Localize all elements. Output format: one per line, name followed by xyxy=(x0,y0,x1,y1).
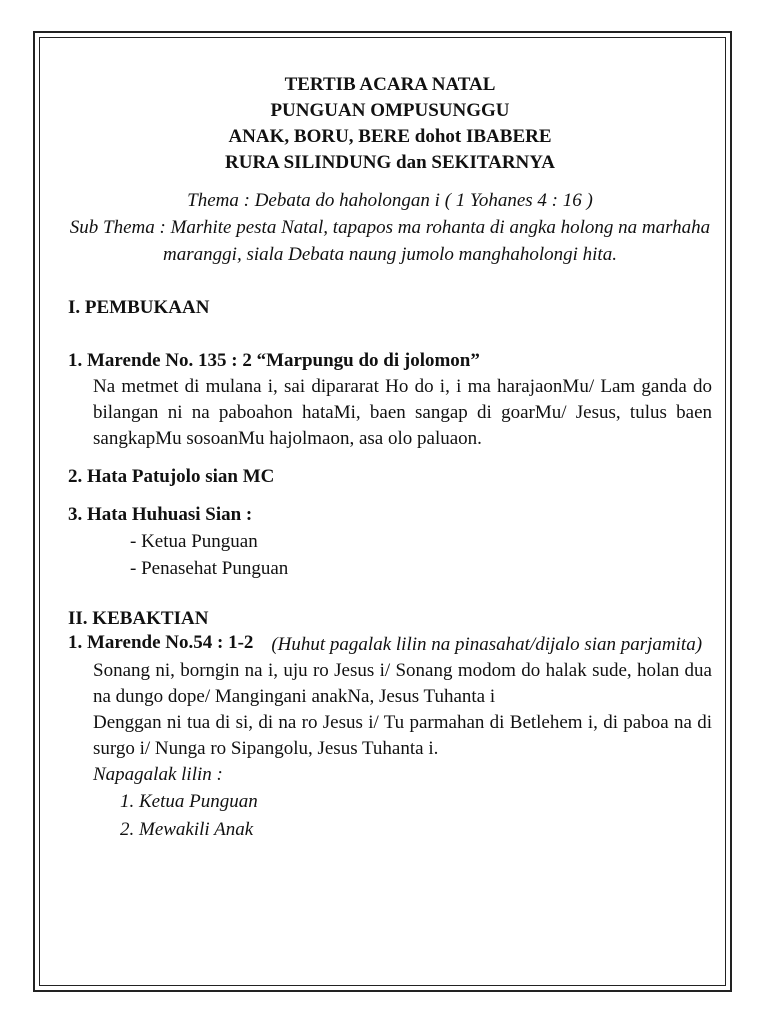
thema-text: Thema : Debata do haholongan i ( 1 Yohanes 4 : 16 ) xyxy=(187,190,593,211)
theme-block xyxy=(68,187,712,268)
kebaktian-item-1-verse-2: Denggan ni tua di si, di na ro Jesus i/ Tu parmahan di Betlehem i, di paboa na di surgo i/ Nunga ro Sipangolu, Jesus Tuhanta i. xyxy=(93,712,712,759)
title-line-4: RURA SILINDUNG dan SEKITARNYA xyxy=(225,152,555,173)
lilin-list xyxy=(120,788,712,844)
kebaktian-item-1-title: 1. Marende No.54 : 1-2 xyxy=(68,632,254,653)
kebaktian-item-1-header xyxy=(68,632,712,658)
list-item: - Ketua Punguan xyxy=(130,531,258,552)
document-body xyxy=(68,72,712,844)
section-pembukaan-heading: I. PEMBUKAAN xyxy=(68,297,210,318)
title-line-2: PUNGUAN OMPUSUNGGU xyxy=(270,100,510,121)
list-item: 2. Mewakili Anak xyxy=(120,819,254,840)
lilin-label: Napagalak lilin : xyxy=(93,764,223,785)
kebaktian-item-1-verse-1: Sonang ni, borngin na i, uju ro Jesus i/ Sonang modom do halak sude, holan dua na dungo dope/ Mangingani anakNa, Jesus Tuhanta i xyxy=(93,660,712,707)
pembukaan-item-1-text: Na metmet di mulana i, sai dipararat Ho do i, i ma harajaonMu/ Lam ganda do bilangan ni na paboahon hataMi, baen sangap di goarMu/ Jesus, tulus baen sangkapMu sosoanMu hajolmaon, asa olo paluaon. xyxy=(93,376,712,449)
title-line-1: TERTIB ACARA NATAL xyxy=(284,74,496,95)
list-item: 1. Ketua Punguan xyxy=(120,791,258,812)
pembukaan-item-3-title: 3. Hata Huhuasi Sian : xyxy=(68,504,253,525)
pembukaan-item-1-title: 1. Marende No. 135 : 2 “Marpungu do di jolomon” xyxy=(68,350,480,371)
section-kebaktian-heading: II. KEBAKTIAN xyxy=(68,608,209,629)
title-line-3: ANAK, BORU, BERE dohot IBABERE xyxy=(228,126,552,147)
list-item: - Penasehat Punguan xyxy=(130,558,289,579)
pembukaan-item-3-list xyxy=(130,528,712,582)
sub-thema-text: Sub Thema : Marhite pesta Natal, tapapos ma rohanta di angka holong na marhaha maranggi, siala Debata naung jumolo manghaholongi hita. xyxy=(69,217,711,265)
pembukaan-item-2-title: 2. Hata Patujolo sian MC xyxy=(68,466,275,487)
kebaktian-item-1-note: (Huhut pagalak lilin na pinasahat/dijalo sian parjamita) xyxy=(271,634,703,655)
document-title xyxy=(68,72,712,176)
